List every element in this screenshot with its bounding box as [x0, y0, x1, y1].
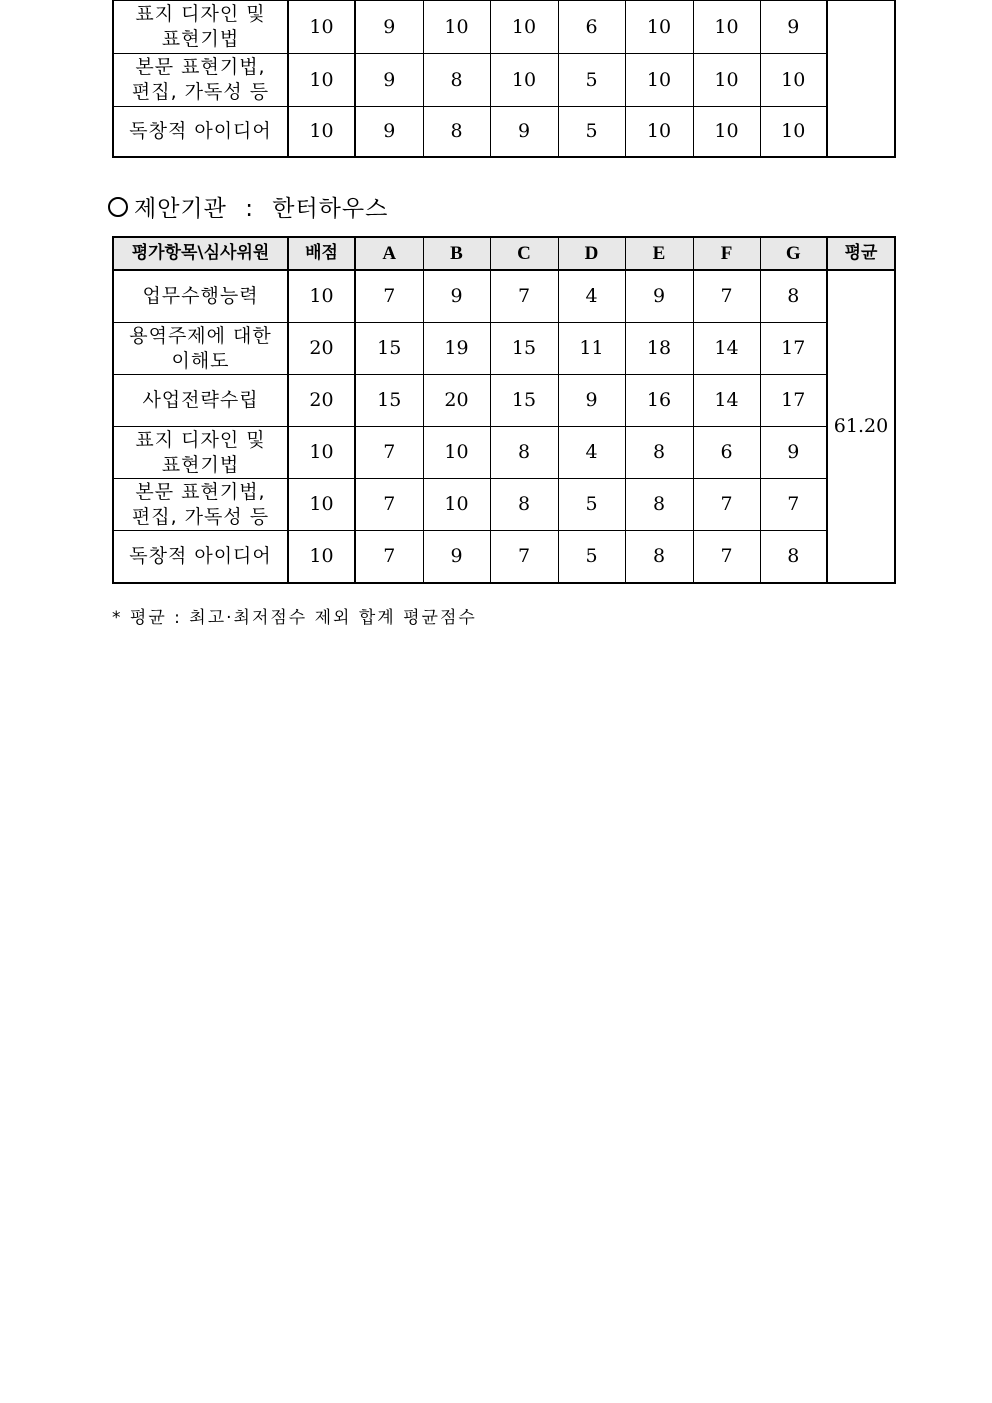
weight-cell: 10 — [288, 531, 355, 584]
eval-item: 본문 표현기법, 편집, 가독성 등 — [113, 54, 288, 107]
score-cell: 18 — [625, 323, 693, 375]
weight-cell: 10 — [288, 54, 355, 107]
header-judge-g: G — [760, 237, 827, 270]
weight-cell: 10 — [288, 1, 355, 54]
score-cell: 9 — [355, 54, 423, 107]
eval-item: 표지 디자인 및 표현기법 — [113, 1, 288, 54]
score-cell: 15 — [490, 375, 558, 427]
weight-cell: 20 — [288, 375, 355, 427]
score-cell: 8 — [760, 531, 827, 584]
header-judge-e: E — [625, 237, 693, 270]
header-judge-f: F — [693, 237, 760, 270]
eval-item: 본문 표현기법, 편집, 가독성 등 — [113, 479, 288, 531]
header-judge-c: C — [490, 237, 558, 270]
score-cell: 10 — [625, 54, 693, 107]
organization-name: 한터하우스 — [272, 196, 389, 222]
score-cell: 10 — [625, 107, 693, 158]
score-cell: 17 — [760, 323, 827, 375]
score-cell: 10 — [490, 1, 558, 54]
score-cell: 9 — [355, 1, 423, 54]
table-row — [113, 375, 895, 427]
weight-cell: 10 — [288, 270, 355, 323]
table-row — [113, 54, 895, 107]
score-cell: 8 — [625, 479, 693, 531]
table-row — [113, 427, 895, 479]
score-cell: 20 — [423, 375, 490, 427]
score-cell: 6 — [558, 1, 625, 54]
score-cell: 10 — [760, 54, 827, 107]
weight-cell: 10 — [288, 107, 355, 158]
score-cell: 9 — [760, 1, 827, 54]
score-cell: 16 — [625, 375, 693, 427]
score-cell: 7 — [355, 427, 423, 479]
score-cell: 9 — [625, 270, 693, 323]
score-table — [112, 236, 896, 584]
eval-item: 독창적 아이디어 — [113, 107, 288, 158]
score-cell: 6 — [693, 427, 760, 479]
circle-icon — [108, 197, 128, 217]
weight-cell: 10 — [288, 479, 355, 531]
score-cell: 10 — [625, 1, 693, 54]
header-weight: 배점 — [288, 237, 355, 270]
weight-cell: 10 — [288, 427, 355, 479]
heading-label: 제안기관 — [134, 196, 227, 222]
score-cell: 9 — [760, 427, 827, 479]
table-row — [113, 479, 895, 531]
score-cell: 8 — [423, 107, 490, 158]
score-cell: 10 — [423, 427, 490, 479]
score-cell: 14 — [693, 375, 760, 427]
footnote: * 평균 : 최고·최저점수 제외 합계 평균점수 — [112, 608, 477, 628]
score-cell: 5 — [558, 479, 625, 531]
header-average: 평균 — [827, 237, 895, 270]
score-table-previous — [112, 0, 896, 158]
score-cell: 17 — [760, 375, 827, 427]
score-cell: 4 — [558, 270, 625, 323]
header-judge-b: B — [423, 237, 490, 270]
score-cell: 8 — [625, 427, 693, 479]
eval-item: 용역주제에 대한 이해도 — [113, 323, 288, 375]
score-cell: 7 — [693, 531, 760, 584]
score-cell: 9 — [355, 107, 423, 158]
score-cell: 5 — [558, 107, 625, 158]
header-judge-a: A — [355, 237, 423, 270]
score-cell: 8 — [625, 531, 693, 584]
score-cell: 10 — [693, 1, 760, 54]
eval-item: 표지 디자인 및 표현기법 — [113, 427, 288, 479]
score-cell: 10 — [693, 54, 760, 107]
score-cell: 8 — [490, 479, 558, 531]
score-cell: 15 — [355, 375, 423, 427]
score-cell: 9 — [423, 270, 490, 323]
score-cell: 9 — [490, 107, 558, 158]
score-cell: 7 — [355, 531, 423, 584]
table-row — [113, 1, 895, 54]
score-cell: 11 — [558, 323, 625, 375]
score-cell: 10 — [423, 479, 490, 531]
average-cell — [827, 1, 895, 158]
table-row — [113, 323, 895, 375]
score-cell: 9 — [423, 531, 490, 584]
score-cell: 9 — [558, 375, 625, 427]
eval-item: 사업전략수립 — [113, 375, 288, 427]
score-cell: 7 — [490, 531, 558, 584]
score-cell: 15 — [355, 323, 423, 375]
score-cell: 4 — [558, 427, 625, 479]
eval-item: 독창적 아이디어 — [113, 531, 288, 584]
table-row — [113, 107, 895, 158]
score-cell: 10 — [490, 54, 558, 107]
heading-separator: : — [245, 196, 254, 222]
score-cell: 5 — [558, 531, 625, 584]
table-row — [113, 531, 895, 584]
score-cell: 10 — [693, 107, 760, 158]
score-cell: 14 — [693, 323, 760, 375]
score-cell: 19 — [423, 323, 490, 375]
weight-cell: 20 — [288, 323, 355, 375]
score-cell: 7 — [693, 479, 760, 531]
header-item: 평가항목\심사위원 — [113, 237, 288, 270]
section-heading — [108, 190, 388, 223]
score-cell: 7 — [355, 479, 423, 531]
score-cell: 10 — [760, 107, 827, 158]
score-cell: 5 — [558, 54, 625, 107]
score-cell: 7 — [760, 479, 827, 531]
score-cell: 7 — [693, 270, 760, 323]
score-cell: 7 — [490, 270, 558, 323]
score-cell: 8 — [490, 427, 558, 479]
eval-item: 업무수행능력 — [113, 270, 288, 323]
score-cell: 8 — [760, 270, 827, 323]
score-cell: 8 — [423, 54, 490, 107]
table-header-row — [113, 237, 895, 270]
score-cell: 7 — [355, 270, 423, 323]
score-cell: 10 — [423, 1, 490, 54]
score-cell: 15 — [490, 323, 558, 375]
table-row — [113, 270, 895, 323]
header-judge-d: D — [558, 237, 625, 270]
average-value: 61.20 — [827, 270, 895, 583]
